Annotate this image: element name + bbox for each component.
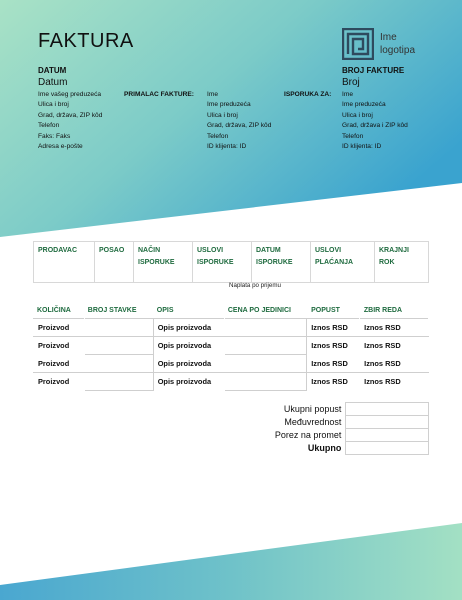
logo-maze-icon	[342, 28, 374, 60]
column-header-discount: POPUST	[307, 302, 360, 319]
delivery-line: Ime	[342, 91, 353, 98]
subtotal-label: Međuvrednost	[284, 417, 342, 427]
table-row	[34, 319, 429, 337]
cell-line-total[interactable]: Iznos RSD	[360, 355, 429, 373]
delivery-line: Grad, država i ZIP kôd	[342, 122, 408, 130]
header-cell-job[interactable]	[95, 242, 134, 283]
header-text: ISPORUKE	[256, 259, 293, 266]
header-cell-delivery-terms[interactable]	[193, 242, 252, 283]
recipient-line: Grad, država, ZIP kôd	[207, 122, 272, 130]
totals-row	[200, 442, 429, 455]
table-row	[34, 355, 429, 373]
header-text: USLOVI	[315, 247, 342, 254]
header-cell-delivery-date[interactable]	[252, 242, 311, 283]
cell-line-total[interactable]: Iznos RSD	[360, 319, 429, 337]
cell-quantity[interactable]: Proizvod	[34, 337, 85, 355]
cell-item-number[interactable]	[84, 337, 153, 355]
subtotal-value[interactable]	[346, 416, 429, 429]
column-header-item-number: BROJ STAVKE	[84, 302, 153, 319]
sender-line: Ime vašeg preduzeća	[38, 91, 102, 98]
items-header-row	[33, 302, 429, 319]
table-row	[34, 337, 429, 355]
delivery-address	[342, 90, 408, 152]
totals-row	[200, 403, 429, 416]
cell-line-total[interactable]: Iznos RSD	[360, 373, 429, 391]
footer-gradient-background	[0, 515, 462, 600]
logo-text-line-2: logotipa	[380, 45, 416, 56]
recipient-line: Ime	[207, 91, 218, 98]
cell-description[interactable]: Opis proizvoda	[153, 373, 224, 391]
totals-table	[200, 402, 429, 455]
header-text: POSAO	[99, 247, 125, 254]
sender-line: Grad, država, ZIP kôd	[38, 111, 103, 119]
date-value: Datum	[38, 77, 68, 88]
payment-note-text: Naplata po prijemu	[229, 282, 281, 289]
sender-line: Faks: Faks	[38, 132, 71, 140]
payment-note	[33, 282, 429, 289]
recipient-line: Ulica i broj	[207, 111, 238, 119]
shipping-terms-header-row	[34, 242, 429, 283]
cell-description[interactable]: Opis proizvoda	[153, 337, 224, 355]
logo-text	[380, 31, 415, 57]
cell-unit-price[interactable]	[224, 337, 307, 355]
shipping-terms-table	[33, 241, 429, 283]
column-header-line-total: ZBIR REDA	[360, 302, 429, 319]
invoice-number-value: Broj	[342, 77, 360, 88]
items-table-header	[33, 302, 429, 319]
cell-item-number[interactable]	[84, 373, 153, 391]
cell-unit-price[interactable]	[224, 355, 307, 373]
logo-text-line-1: Ime	[380, 32, 397, 43]
recipient-line: Telefon	[207, 132, 229, 140]
header-text: ISPORUKE	[197, 259, 234, 266]
sender-line: Ulica i broj	[38, 101, 69, 109]
cell-description[interactable]: Opis proizvoda	[153, 355, 224, 373]
cell-discount[interactable]: Iznos RSD	[307, 355, 360, 373]
sender-line: Adresa e-pošte	[38, 143, 83, 151]
invoice-number-label: BROJ FAKTURE	[342, 66, 405, 75]
delivery-line: ID klijenta: ID	[342, 143, 382, 151]
header-text: DATUM	[256, 247, 281, 254]
delivery-line: Ime preduzeća	[342, 101, 386, 109]
totals-row	[200, 416, 429, 429]
sender-address	[38, 90, 102, 152]
total-discount-value[interactable]	[346, 403, 429, 416]
recipient-address	[207, 90, 271, 152]
header-text: PLAĆANJA	[315, 259, 354, 266]
cell-description[interactable]: Opis proizvoda	[153, 319, 224, 337]
cell-discount[interactable]: Iznos RSD	[307, 319, 360, 337]
delivery-line: Ulica i broj	[342, 111, 373, 119]
table-row	[34, 373, 429, 391]
cell-quantity[interactable]: Proizvod	[34, 373, 85, 391]
invoice-title: FAKTURA	[38, 30, 134, 52]
recipient-line: Ime preduzeća	[207, 101, 251, 109]
cell-unit-price[interactable]	[224, 319, 307, 337]
delivery-line: Telefon	[342, 132, 364, 140]
column-header-description: OPIS	[153, 302, 224, 319]
header-text: NAČIN	[138, 247, 161, 254]
cell-discount[interactable]: Iznos RSD	[307, 373, 360, 391]
total-discount-label: Ukupni popust	[283, 404, 342, 414]
recipient-line: ID klijenta: ID	[207, 143, 247, 151]
cell-quantity[interactable]: Proizvod	[34, 319, 85, 337]
column-header-quantity: KOLIČINA	[33, 302, 84, 319]
header-text: ISPORUKE	[138, 259, 175, 266]
cell-discount[interactable]: Iznos RSD	[307, 337, 360, 355]
header-text: KRAJNJI	[379, 247, 409, 254]
header-cell-delivery-method[interactable]	[134, 242, 193, 283]
cell-unit-price[interactable]	[224, 373, 307, 391]
sales-tax-label: Porez na promet	[274, 430, 342, 440]
sender-line: Telefon	[38, 122, 60, 130]
date-label: DATUM	[38, 66, 67, 75]
header-text: PRODAVAC	[38, 247, 78, 254]
items-table	[33, 318, 429, 391]
header-cell-due-date[interactable]	[375, 242, 429, 283]
delivery-label: ISPORUKA ZA:	[284, 91, 332, 98]
cell-item-number[interactable]	[84, 319, 153, 337]
sales-tax-value[interactable]	[346, 429, 429, 442]
header-cell-seller[interactable]	[34, 242, 95, 283]
column-header-unit-price: CENA PO JEDINICI	[224, 302, 307, 319]
cell-quantity[interactable]: Proizvod	[34, 355, 85, 373]
header-text: ROK	[379, 259, 395, 266]
header-cell-payment-terms[interactable]	[311, 242, 375, 283]
cell-line-total[interactable]: Iznos RSD	[360, 337, 429, 355]
cell-item-number[interactable]	[84, 355, 153, 373]
grand-total-value[interactable]	[346, 442, 429, 455]
recipient-label: PRIMALAC FAKTURE:	[124, 91, 194, 98]
header-text: USLOVI	[197, 247, 224, 254]
totals-row	[200, 429, 429, 442]
grand-total-label: Ukupno	[307, 443, 342, 453]
